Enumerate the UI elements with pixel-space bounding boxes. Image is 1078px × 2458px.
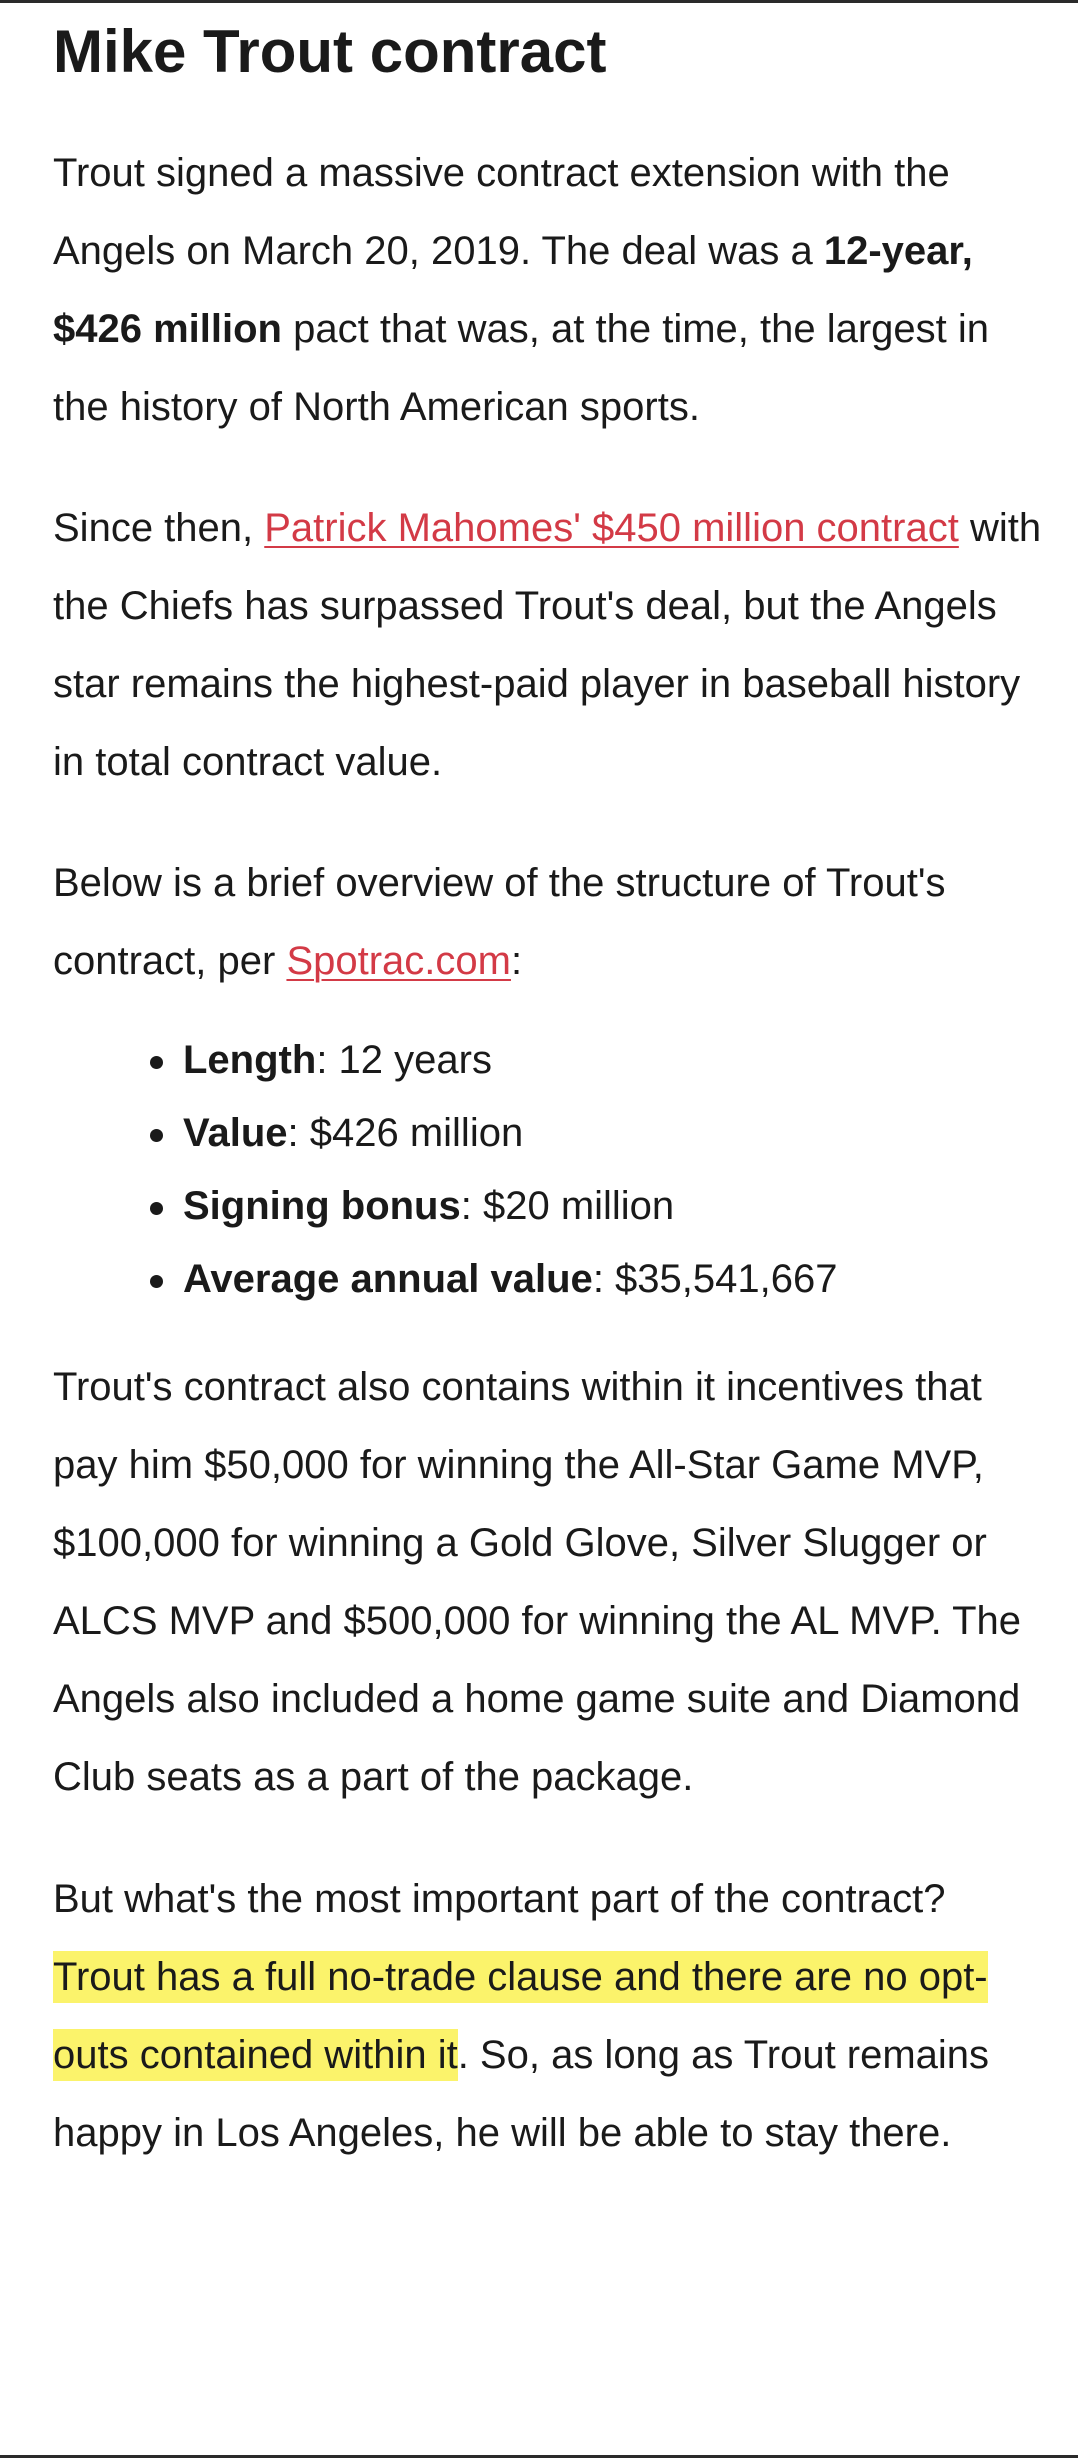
paragraph-text: : bbox=[510, 939, 523, 983]
fact-label: Signing bonus bbox=[183, 1184, 461, 1228]
fact-value: : 12 years bbox=[316, 1038, 492, 1082]
paragraph-contract-signing bbox=[53, 134, 1043, 446]
list-item bbox=[183, 1170, 1043, 1243]
contract-facts-list bbox=[53, 1024, 1043, 1316]
mahomes-contract-link[interactable]: Patrick Mahomes' $450 million contract bbox=[264, 506, 959, 550]
top-divider bbox=[0, 0, 1078, 3]
paragraph-text: Since then, bbox=[53, 506, 265, 550]
paragraph-no-trade-clause bbox=[53, 1860, 1043, 2172]
paragraph-mahomes-comparison bbox=[53, 489, 1043, 801]
paragraph-text: pact that was, at the time, the largest in the history of North American sports. bbox=[53, 307, 990, 429]
list-item bbox=[183, 1243, 1043, 1316]
paragraph-structure-intro bbox=[53, 844, 1043, 1000]
list-item bbox=[183, 1024, 1043, 1097]
paragraph-text: Trout signed a massive contract extension with the Angels on March 20, 2019. The deal was a bbox=[53, 151, 950, 273]
fact-label: Length bbox=[183, 1038, 317, 1082]
article-body bbox=[53, 14, 1043, 2172]
list-item bbox=[183, 1097, 1043, 1170]
fact-label: Average annual value bbox=[183, 1257, 593, 1301]
paragraph-text: Below is a brief overview of the structure of Trout's contract, per bbox=[53, 861, 946, 983]
paragraph-text: . So, as long as Trout remains happy in Los Angeles, he will be able to stay there. bbox=[53, 2033, 990, 2155]
fact-label: Value bbox=[183, 1111, 288, 1155]
paragraph-text: with the Chiefs has surpassed Trout's deal, but the Angels star remains the highest-paid player in baseball history in total contract value. bbox=[53, 506, 1042, 784]
fact-value: : $426 million bbox=[287, 1111, 524, 1155]
contract-terms-bold: 12-year, $426 million bbox=[53, 229, 973, 351]
fact-value: : $20 million bbox=[460, 1184, 675, 1228]
paragraph-incentives: Trout's contract also contains within it incentives that pay him $50,000 for winning the All-Star Game MVP, $100,000 for winning a Gold Glove, Silver Slugger or ALCS MVP and $500,000 for winning the AL MVP. The Angels also included a home game suite and Diamond Club seats as a part of the package. bbox=[53, 1365, 1022, 1799]
paragraph-text: But what's the most important part of the contract? bbox=[53, 1877, 946, 1921]
fact-value: : $35,541,667 bbox=[592, 1257, 838, 1301]
spotrac-link[interactable]: Spotrac.com bbox=[286, 939, 511, 983]
highlighted-text: Trout has a full no-trade clause and there are no opt-outs contained within it bbox=[53, 1951, 988, 2081]
article-heading: Mike Trout contract bbox=[53, 18, 607, 85]
